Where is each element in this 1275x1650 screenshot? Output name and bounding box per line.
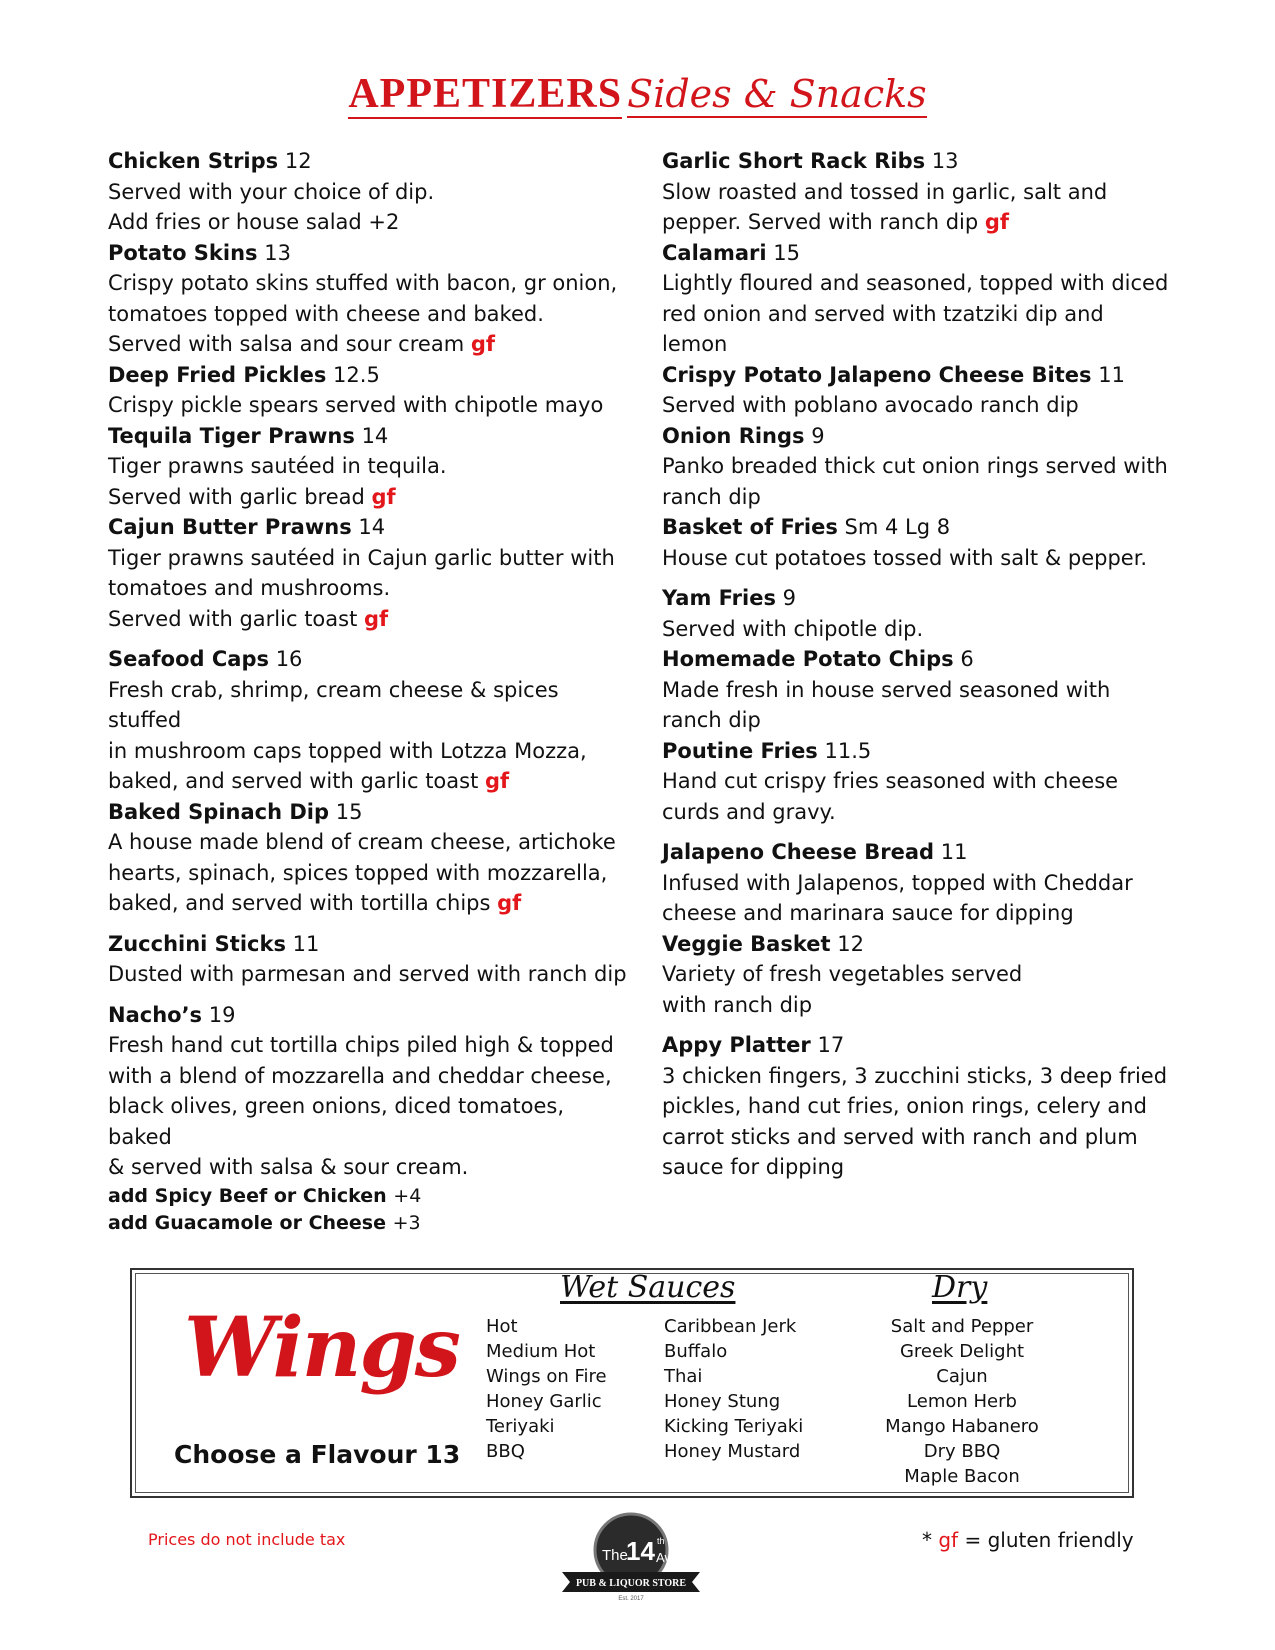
svg-text:th: th: [657, 1536, 665, 1546]
wet-sauce-item: Honey Garlic: [486, 1391, 602, 1412]
menu-item-description: tomatoes topped with cheese and baked.: [108, 301, 544, 326]
menu-item-description: Hand cut crispy fries seasoned with cheese: [662, 769, 1119, 793]
menu-item-price: 13: [931, 149, 959, 173]
menu-item-description: Dusted with parmesan and served with ranch dip: [108, 962, 627, 986]
wet-sauce-item: Hot: [486, 1316, 518, 1337]
dry-rub-item: Cajun: [936, 1366, 988, 1387]
tax-note: Prices do not include tax: [148, 1530, 346, 1549]
menu-item-description: curds and gravy.: [662, 799, 836, 824]
dry-rub-item: Lemon Herb: [907, 1391, 1017, 1412]
gluten-friendly-badge: gf: [371, 484, 396, 509]
menu-item-name: Crispy Potato Jalapeno Cheese Bites: [662, 362, 1092, 387]
menu-item-description: 3 chicken fingers, 3 zucchini sticks, 3 deep fried: [662, 1063, 1168, 1088]
menu-item: [662, 837, 1182, 929]
wet-sauces-list-1: [486, 1314, 607, 1464]
wings-choose-flavour: Choose a Flavour 13: [174, 1440, 461, 1469]
menu-item-description: A house made blend of cream cheese, artichoke: [108, 830, 616, 854]
wet-sauce-item: Kicking Teriyaki: [664, 1416, 804, 1437]
menu-item-description: Made fresh in house served seasoned with: [662, 677, 1111, 702]
menu-item-description: red onion and served with tzatziki dip and: [662, 301, 1104, 326]
wet-sauce-item: Wings on Fire: [486, 1366, 607, 1387]
menu-item-name: Basket of Fries: [662, 515, 838, 539]
menu-item-description: baked, and served with garlic toast: [108, 769, 479, 793]
menu-item-description: Served with garlic toast: [108, 606, 358, 631]
dry-rub-item: Mango Habanero: [885, 1416, 1039, 1437]
dry-rub-item: Maple Bacon: [904, 1466, 1020, 1487]
menu-item-price: 14: [358, 515, 386, 539]
menu-item-description: Crispy pickle spears served with chipotle mayo: [108, 393, 604, 417]
menu-item-description: Variety of fresh vegetables served: [662, 962, 1023, 986]
menu-item: [108, 360, 628, 421]
menu-item: [108, 1000, 628, 1183]
svg-text:The: The: [602, 1547, 628, 1564]
wet-sauce-item: Buffalo: [664, 1341, 728, 1362]
menu-item-price: 16: [275, 647, 303, 671]
title-sides-snacks: Sides & Snacks: [627, 72, 927, 116]
menu-item: [662, 146, 1182, 238]
menu-item-description: Served with garlic bread: [108, 484, 365, 509]
wet-sauce-item: BBQ: [486, 1441, 525, 1462]
menu-item: [662, 929, 1182, 1021]
menu-item-name: Veggie Basket: [662, 931, 831, 956]
wet-sauce-item: Honey Stung: [664, 1391, 781, 1412]
menu-item-price: 11: [292, 931, 320, 956]
wet-sauce-item: Teriyaki: [486, 1416, 555, 1437]
pub-logo: [556, 1510, 706, 1602]
menu-item-price: 11: [1098, 362, 1125, 387]
menu-item-description: House cut potatoes tossed with salt & pepper.: [662, 545, 1148, 570]
menu-item: [108, 238, 628, 360]
menu-item-price: 9: [811, 423, 825, 448]
dry-heading: Dry: [932, 1270, 988, 1305]
wet-sauce-item: Honey Mustard: [664, 1441, 801, 1462]
menu-item-price: 9: [782, 586, 797, 610]
gf-legend: [922, 1528, 1134, 1552]
menu-item: [662, 583, 1182, 644]
menu-item: [108, 929, 628, 990]
dry-rubs-list: [862, 1314, 1062, 1489]
menu-item-description: Served with salsa and sour cream: [108, 332, 465, 356]
right-menu-column: [662, 146, 1182, 1183]
menu-item-description: & served with salsa & sour cream.: [108, 1155, 469, 1179]
menu-item-description: pickles, hand cut fries, onion rings, celery and: [662, 1094, 1147, 1118]
menu-item-description: cheese and marinara sauce for dipping: [662, 901, 1074, 925]
wet-sauces-list-2: [664, 1314, 803, 1464]
menu-item-description: ranch dip: [662, 708, 761, 732]
menu-item-description: carrot sticks and served with ranch and plum: [662, 1124, 1138, 1149]
menu-item-description: Fresh hand cut tortilla chips piled high & topped: [108, 1033, 614, 1057]
menu-item-name: Potato Skins: [108, 240, 258, 265]
menu-item-description: Add fries or house salad +2: [108, 210, 400, 234]
menu-item-description: Lightly floured and seasoned, topped with diced: [662, 271, 1169, 295]
dry-rub-item: Greek Delight: [899, 1341, 1025, 1362]
dry-rub-item: Salt and Pepper: [890, 1316, 1034, 1337]
menu-item: [662, 644, 1182, 736]
menu-item-description: Fresh crab, shrimp, cream cheese & spices stuffed: [108, 677, 559, 732]
menu-item-description: Served with your choice of dip.: [108, 179, 435, 204]
menu-item-description: Crispy potato skins stuffed with bacon, gr onion,: [108, 271, 618, 295]
gluten-friendly-badge: gf: [485, 769, 510, 793]
wings-panel: [130, 1268, 1134, 1498]
gluten-friendly-badge: gf: [984, 210, 1010, 234]
menu-item-description: tomatoes and mushrooms.: [108, 576, 391, 600]
menu-item-name: Deep Fried Pickles: [108, 362, 327, 387]
nacho-addon: [108, 1210, 628, 1237]
menu-item-price: 12.5: [333, 362, 380, 387]
menu-item-name: Garlic Short Rack Ribs: [662, 149, 926, 173]
menu-item-description: ranch dip: [662, 484, 761, 509]
menu-item-description: Tiger prawns sautéed in Cajun garlic butter with: [108, 545, 615, 570]
wet-sauce-item: Thai: [664, 1366, 703, 1387]
menu-item-name: Cajun Butter Prawns: [108, 515, 352, 539]
menu-item-price: 12: [284, 149, 312, 173]
left-menu-column: [108, 146, 628, 1237]
page-title: [0, 70, 1275, 118]
menu-item-name: Seafood Caps: [108, 647, 269, 671]
menu-item: [662, 736, 1182, 828]
menu-item-price: 19: [208, 1002, 236, 1027]
menu-item-description: hearts, spinach, spices topped with mozzarella,: [108, 860, 608, 885]
menu-item: [108, 146, 628, 238]
menu-item-description: black olives, green onions, diced tomatoes, baked: [108, 1094, 565, 1149]
menu-item-price: 11: [940, 840, 968, 864]
menu-item: [662, 1030, 1182, 1183]
gf-legend-star: *: [922, 1528, 932, 1552]
dry-rub-item: Dry BBQ: [923, 1441, 1001, 1462]
menu-item-name: Calamari: [662, 240, 767, 265]
svg-text:PUB & LIQUOR STORE: PUB & LIQUOR STORE: [575, 1578, 687, 1589]
menu-item-price: 15: [335, 799, 363, 824]
menu-item-name: Jalapeno Cheese Bread: [662, 840, 935, 864]
menu-item-description: Served with poblano avocado ranch dip: [662, 393, 1079, 417]
wet-sauce-item: Caribbean Jerk: [664, 1316, 797, 1337]
menu-item: [662, 421, 1182, 513]
svg-text:Est. 2017: Est. 2017: [618, 1596, 644, 1602]
gluten-friendly-badge: gf: [497, 891, 522, 915]
gluten-friendly-badge: gf: [470, 332, 496, 356]
menu-item-description: baked, and served with tortilla chips: [108, 891, 491, 915]
gluten-friendly-badge: gf: [364, 606, 389, 631]
gf-legend-meaning: = gluten friendly: [964, 1528, 1134, 1552]
menu-item-description: Panko breaded thick cut onion rings served with: [662, 454, 1168, 478]
menu-item-price: 15: [773, 240, 800, 265]
menu-item: [108, 421, 628, 513]
menu-item-price: 6: [960, 647, 974, 671]
menu-item-name: Onion Rings: [662, 423, 805, 448]
menu-item-description: in mushroom caps topped with Lotzza Mozza,: [108, 738, 587, 763]
menu-item: [662, 238, 1182, 360]
menu-item-price: Sm 4 Lg 8: [844, 515, 951, 539]
menu-item-name: Baked Spinach Dip: [108, 799, 330, 824]
menu-item-price: 17: [817, 1033, 845, 1057]
menu-item: [662, 512, 1182, 573]
menu-item-name: Zucchini Sticks: [108, 931, 286, 956]
menu-item-description: Slow roasted and tossed in garlic, salt and: [662, 179, 1108, 204]
menu-item-price: 14: [361, 423, 389, 448]
menu-item-price: 13: [264, 240, 291, 265]
menu-item-description: lemon: [662, 332, 728, 356]
menu-item-description: Served with chipotle dip.: [662, 616, 924, 641]
nacho-addon: [108, 1183, 628, 1210]
wet-sauces-heading: Wet Sauces: [560, 1270, 736, 1305]
menu-item-name: Appy Platter: [662, 1033, 811, 1057]
menu-item: [108, 644, 628, 797]
menu-item-name: Homemade Potato Chips: [662, 647, 954, 671]
svg-text:Ave: Ave: [656, 1550, 679, 1565]
menu-item-price: 11.5: [824, 738, 872, 763]
menu-item-name: Chicken Strips: [108, 149, 279, 173]
menu-item-description: sauce for dipping: [662, 1155, 845, 1179]
menu-item: [108, 512, 628, 634]
menu-item-description: Tiger prawns sautéed in tequila.: [108, 454, 447, 478]
nacho-addon-price: +3: [392, 1211, 421, 1234]
nacho-addon-price: +4: [393, 1184, 422, 1207]
nacho-addon-label: add Guacamole or Cheese: [108, 1211, 387, 1234]
nacho-addon-label: add Spicy Beef or Chicken: [108, 1184, 387, 1207]
wings-title: Wings: [184, 1300, 459, 1396]
menu-item-description: with a blend of mozzarella and cheddar cheese,: [108, 1063, 612, 1088]
menu-item: [108, 797, 628, 919]
menu-item-price: 12: [837, 931, 864, 956]
menu-item-name: Tequila Tiger Prawns: [108, 423, 355, 448]
title-appetizers: APPETIZERS: [348, 71, 623, 117]
menu-item-name: Nacho’s: [108, 1002, 203, 1027]
menu-item-name: Yam Fries: [662, 586, 776, 610]
gf-legend-key: gf: [938, 1528, 959, 1552]
svg-text:14: 14: [626, 1536, 655, 1566]
menu-item-description: with ranch dip: [662, 992, 813, 1017]
menu-item-description: Infused with Jalapenos, topped with Cheddar: [662, 870, 1133, 895]
menu-item-description: pepper. Served with ranch dip: [662, 210, 979, 234]
menu-item-name: Poutine Fries: [662, 738, 818, 763]
wet-sauce-item: Medium Hot: [486, 1341, 596, 1362]
menu-item: [662, 360, 1182, 421]
